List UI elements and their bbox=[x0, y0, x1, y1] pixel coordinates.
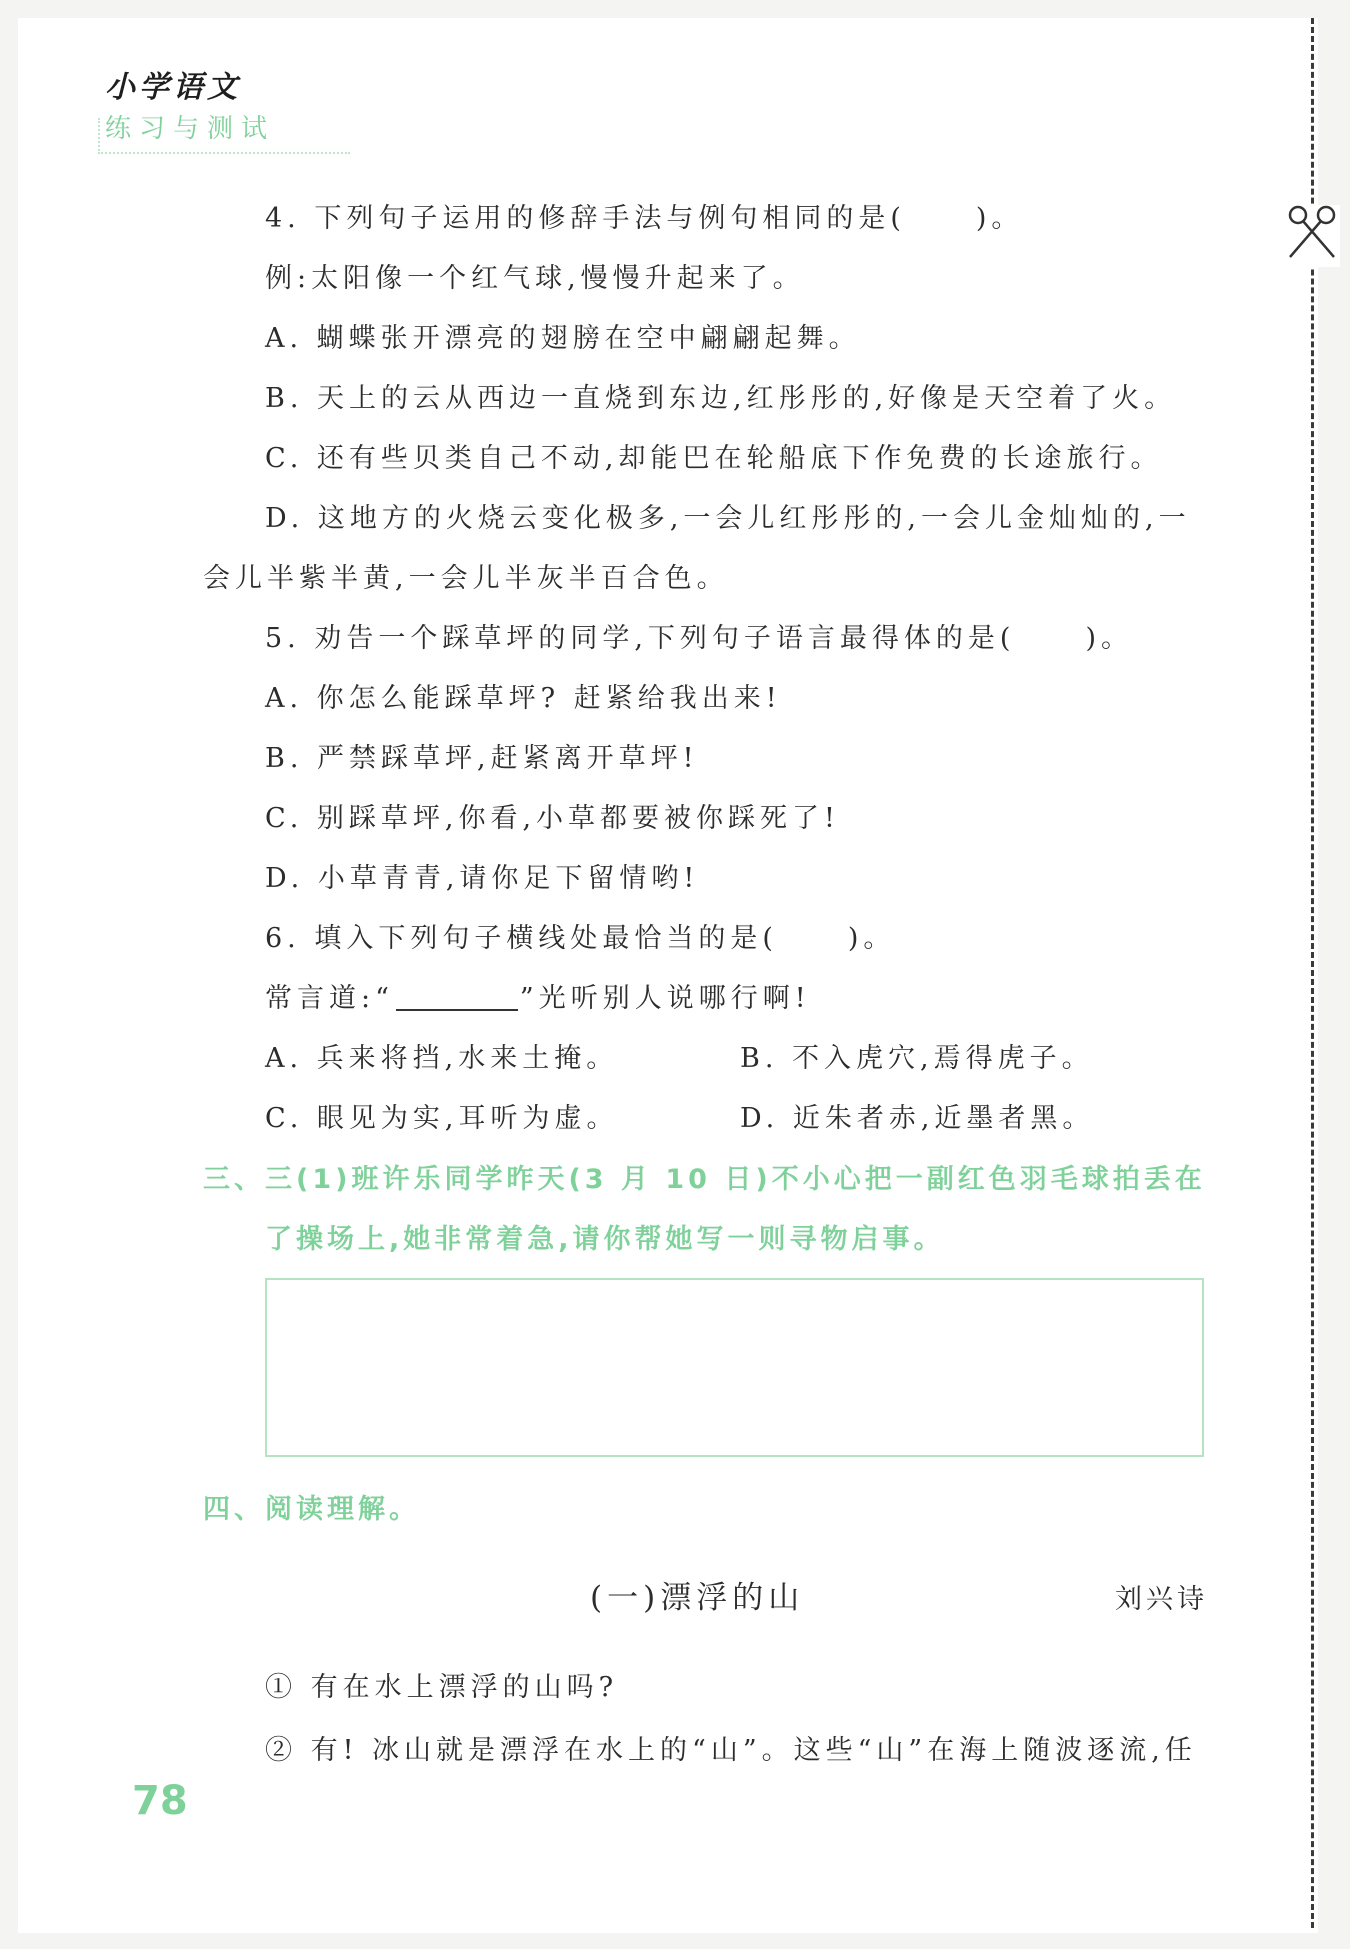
q4-option-d-continued: 会儿半紫半黄,一会儿半灰半百合色。 bbox=[203, 563, 729, 594]
q6-sentence-pre: 常言道:“ bbox=[265, 983, 394, 1014]
q6-option-a: A. 兵来将挡,水来土掩。 bbox=[265, 1043, 619, 1074]
q4-option-b: B. 天上的云从西边一直烧到东边,红彤彤的,好像是天空着了火。 bbox=[265, 383, 1177, 414]
q6-sentence bbox=[265, 976, 811, 1015]
q5-stem bbox=[265, 616, 1133, 655]
q5-option-a: A. 你怎么能踩草坪? 赶紧给我出来! bbox=[265, 683, 782, 714]
scissors-icon bbox=[1284, 205, 1340, 267]
lost-notice-answer-box[interactable] bbox=[265, 1278, 1204, 1457]
section3-prompt-line2: 了操场上,她非常着急,请你帮她写一则寻物启事。 bbox=[265, 1224, 945, 1255]
q4-example: 例:太阳像一个红气球,慢慢升起来了。 bbox=[265, 263, 805, 294]
q6-fill-line[interactable] bbox=[396, 1009, 518, 1011]
q5-option-d: D. 小草青青,请你足下留情哟! bbox=[265, 863, 700, 894]
q5-option-b: B. 严禁踩草坪,赶紧离开草坪! bbox=[265, 743, 699, 774]
passage-author: 刘兴诗 bbox=[1115, 1584, 1208, 1615]
q6-option-c: C. 眼见为实,耳听为虚。 bbox=[265, 1103, 619, 1134]
passage-paragraph-1: ① 有在水上漂浮的山吗? bbox=[265, 1672, 619, 1703]
brand-underline-vertical bbox=[98, 118, 100, 154]
q6-sentence-post: ”光听别人说哪行啊! bbox=[519, 983, 811, 1014]
q6-stem-end: )。 bbox=[847, 923, 896, 954]
q5-stem-text: 5. 劝告一个踩草坪的同学,下列句子语言最得体的是( bbox=[265, 623, 1016, 654]
q4-stem-end: )。 bbox=[975, 203, 1024, 234]
q5-option-c: C. 别踩草坪,你看,小草都要被你踩死了! bbox=[265, 803, 840, 834]
q4-stem-text: 4. 下列句子运用的修辞手法与例句相同的是( bbox=[265, 203, 906, 234]
q4-option-d: D. 这地方的火烧云变化极多,一会儿红彤彤的,一会儿金灿灿的,一 bbox=[265, 503, 1191, 534]
q6-option-b: B. 不入虎穴,焉得虎子。 bbox=[740, 1043, 1094, 1074]
section4-heading: 四、阅读理解。 bbox=[203, 1494, 420, 1525]
q6-stem bbox=[265, 916, 895, 955]
section3-prompt-line1: 三、三(1)班许乐同学昨天(3 月 10 日)不小心把一副红色羽毛球拍丢在 bbox=[203, 1164, 1206, 1195]
cut-line bbox=[1311, 18, 1314, 1928]
q4-stem bbox=[265, 196, 1023, 235]
q4-option-c: C. 还有些贝类自己不动,却能巴在轮船底下作免费的长途旅行。 bbox=[265, 443, 1163, 474]
passage-paragraph-2: ② 有! 冰山就是漂浮在水上的“山”。这些“山”在海上随波逐流,任 bbox=[265, 1735, 1197, 1766]
passage-title: (一)漂浮的山 bbox=[590, 1580, 805, 1616]
q6-stem-text: 6. 填入下列句子横线处最恰当的是( bbox=[265, 923, 778, 954]
brand-title: 小学语文 bbox=[105, 70, 241, 105]
book-brand bbox=[105, 62, 275, 145]
page-number: 78 bbox=[132, 1778, 188, 1824]
q6-option-d: D. 近朱者赤,近墨者黑。 bbox=[740, 1103, 1095, 1134]
q4-option-a: A. 蝴蝶张开漂亮的翅膀在空中翩翩起舞。 bbox=[265, 323, 861, 354]
q5-stem-end: )。 bbox=[1085, 623, 1134, 654]
brand-underline bbox=[98, 152, 350, 154]
brand-subtitle: 练习与测试 bbox=[105, 114, 276, 144]
